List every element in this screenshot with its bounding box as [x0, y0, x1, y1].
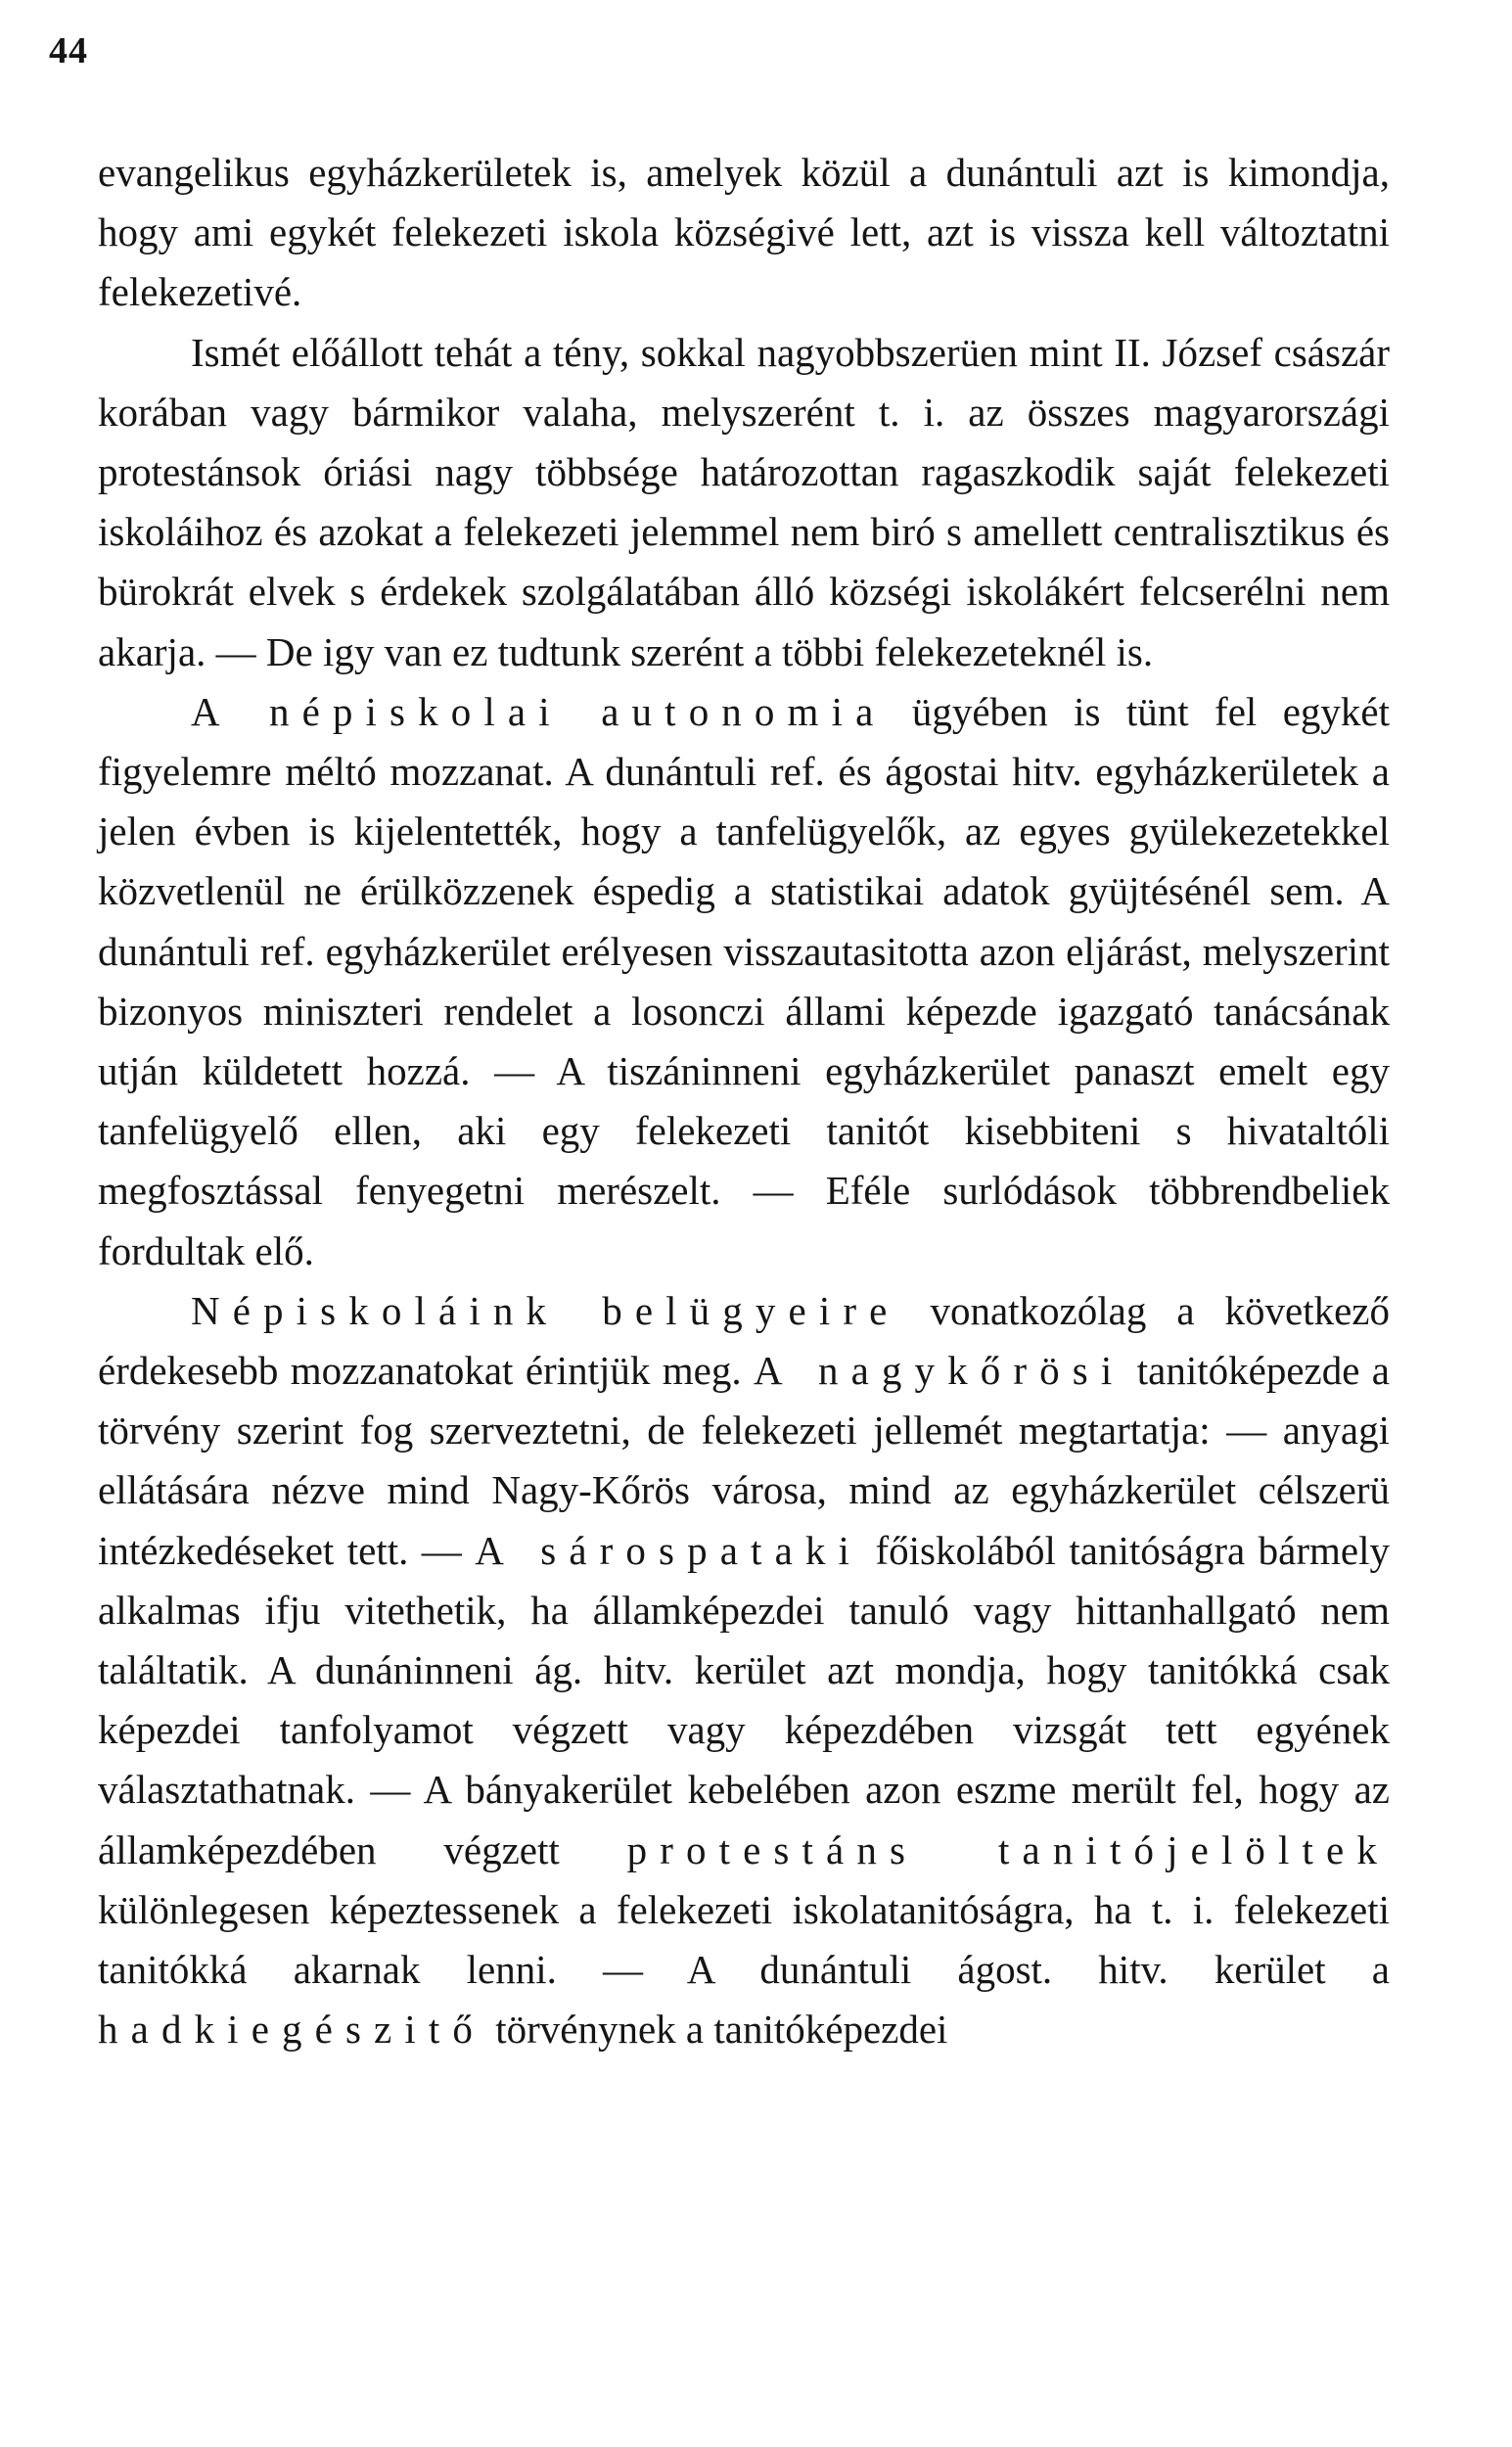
emphasized-text: protestáns tanitójelöltek: [626, 1826, 1390, 1872]
emphasized-text: hadkiegészitő: [98, 2007, 485, 2053]
paragraph: [98, 1281, 1390, 2060]
paragraph-text: vonatkozólag a következő érdekesebb mozzanatokat érintjük meg.: [98, 1287, 1390, 1394]
emphasized-text: A nagykőrösi: [753, 1348, 1125, 1394]
paragraph-text: tanitóképezde a törvény szerint fog szerveztetni, de felekezeti jellemét megtartatja: — anyagi ellátására nézve mind Nagy-Kőrös városa, mind az egyházkerület célszerü intézkedéseket tett. —: [98, 1348, 1390, 1573]
paragraph-text: Ismét előállott tehát a tény, sokkal nagyobbszerüen mint II. József császár korában vagy bármikor valaha, melyszerént t. i. az összes magyarországi protestánsok óriási nagy többsége határozottan ragaszkodik saját felekezeti iskoláihoz és azokat a felekezeti jelemmel nem biró s amellett centralisztikus és bürokrát elvek s érdekek szolgálatában álló községi iskolákért felcserélni nem akarja. — De igy van ez tudtunk szerént a többi felekezeteknél is.: [98, 329, 1390, 674]
paragraph: [98, 682, 1390, 1281]
paragraph: [98, 143, 1390, 323]
paragraph: [98, 323, 1390, 682]
text-body: [98, 143, 1390, 2060]
paragraph-text: ügyében is tünt fel egykét figyelemre méltó mozzanat. A dunántuli ref. és ágostai hitv. egyházkerületek a jelen évben is kijelentették, hogy a tanfelügyelők, az egyes gyülekezetekkel közvetlenül ne érülközzenek éspedig a statistikai adatok gyüjtésénél sem. A dunántuli ref. egyházkerület erélyesen visszautasitotta azon eljárást, melyszerint bizonyos miniszteri rendelet a losonczi állami képezde igazgató tanácsának utján küldetett hozzá. — A tiszáninneni egyházkerület panaszt emelt egy tanfelügyelő ellen, aki egy felekezeti tanitót kisebbiteni s hivataltóli megfosztással fenyegetni merészelt. — Eféle surlódások többrendbeliek fordultak elő.: [98, 688, 1390, 1273]
emphasized-text: Népiskoláink belügyeire: [191, 1287, 900, 1333]
paragraph-text: különlegesen képeztessenek a felekezeti iskolatanitóságra, ha t. i. felekezeti tanitókká akarnak lenni. — A dunántuli ágost. hitv. kerület a: [98, 1886, 1390, 1993]
emphasized-text: A sárospataki: [475, 1527, 863, 1573]
emphasized-text: A népiskolai autonomia: [191, 688, 887, 734]
paragraph-text: törvénynek a tanitóképezdei: [484, 2007, 948, 2053]
paragraph-text: evangelikus egyházkerületek is, amelyek közül a dunántuli azt is kimondja, hogy ami egykét felekezeti iskola községivé lett, azt is vissza kell változtatni felekezetivé.: [98, 150, 1390, 315]
paragraph-text: főiskolából tanitóságra bármely alkalmas ifju vitethetik, ha államképezdei tanuló vagy hittanhallgató nem találtatik. A dunáninneni ág. hitv. kerület azt mondja, hogy tanitókká csak képezdei tanfolyamot végzett vagy képezdében vizsgát tett egyének választathatnak. — A bányakerület kebelében azon eszme merült fel, hogy az államképezdében végzett: [98, 1527, 1390, 1872]
page-number: 44: [49, 30, 88, 71]
